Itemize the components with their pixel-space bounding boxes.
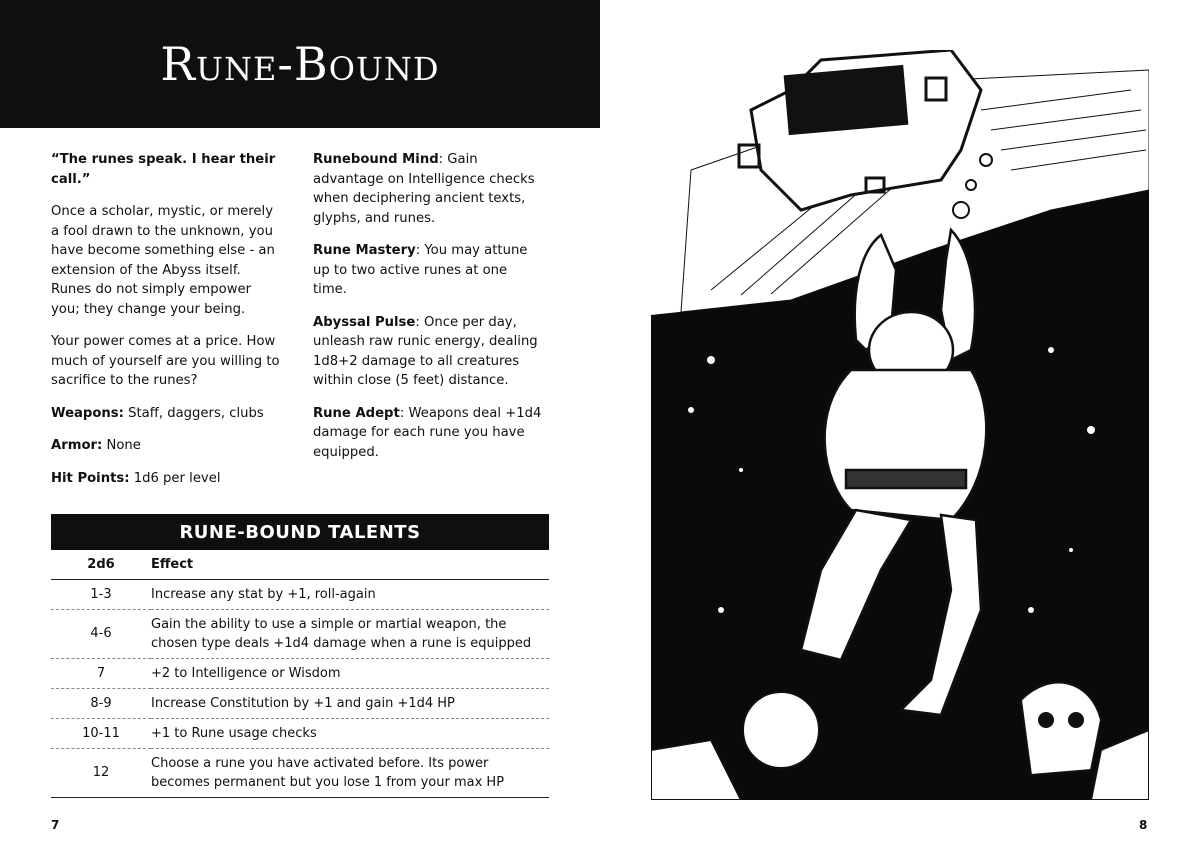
page-number-right: 8	[1139, 818, 1148, 832]
feature-text: : Gain advantage on Intelligence checks when deciphering ancient texts, glyphs, and runes.	[313, 152, 535, 226]
roll-cell: 7	[51, 659, 151, 689]
armor-label: Armor:	[51, 438, 103, 453]
talents-heading: RUNE-BOUND TALENTS	[51, 514, 549, 550]
illustration-svg	[651, 50, 1149, 800]
table-row	[51, 580, 549, 610]
armor-value: None	[102, 438, 141, 453]
weapons-label: Weapons:	[51, 405, 124, 421]
page-number-left: 7	[51, 818, 60, 832]
feature-name: Runebound Mind	[313, 152, 439, 167]
weapons-line	[51, 404, 283, 424]
page-title: Rune-Bound	[160, 37, 440, 91]
hit-points-line	[51, 469, 283, 489]
feature-name: Rune Adept	[313, 405, 400, 421]
title-banner	[0, 0, 600, 128]
weapons-value: Staff, daggers, clubs	[123, 405, 264, 421]
feature-text: : Weapons deal +1d4 damage for each rune you have equipped.	[313, 405, 542, 460]
talents-table	[51, 550, 549, 798]
effect-cell: Gain the ability to use a simple or martial weapon, the chosen type deals +1d4 damage when a rune is equipped	[151, 610, 549, 659]
feature-rune-adept	[313, 404, 545, 463]
effect-cell: Increase Constitution by +1 and gain +1d4 HP	[151, 689, 549, 719]
feature-text: : You may attune up to two active runes at one time.	[313, 243, 528, 297]
right-column	[313, 150, 545, 475]
table-row	[51, 689, 549, 719]
roll-cell: 12	[51, 749, 151, 798]
hit-points-label: Hit Points:	[51, 470, 130, 486]
boulder	[743, 692, 819, 768]
skull-creature	[1021, 683, 1101, 775]
feature-text: : Once per day, unleash raw runic energy, dealing 1d8+2 damage to all creatures within close (5 feet) distance.	[313, 314, 538, 388]
column-header-effect: Effect	[151, 550, 549, 580]
intro-paragraph: Your power comes at a price. How much of yourself are you willing to sacrifice to the runes?	[51, 334, 280, 388]
roll-cell: 10-11	[51, 719, 151, 749]
table-row	[51, 719, 549, 749]
armor-line	[51, 436, 283, 456]
left-column	[51, 150, 283, 501]
feature-abyssal-pulse	[313, 313, 545, 391]
class-quote: “The runes speak. I hear their call.”	[51, 152, 276, 187]
roll-cell: 4-6	[51, 610, 151, 659]
table-row	[51, 749, 549, 798]
effect-cell: Choose a rune you have activated before. Its power becomes permanent but you lose 1 from your max HP	[151, 749, 549, 798]
hit-points-value: 1d6 per level	[129, 470, 221, 486]
roll-cell: 1-3	[51, 580, 151, 610]
feature-rune-mastery	[313, 241, 545, 300]
effect-cell: Increase any stat by +1, roll-again	[151, 580, 549, 610]
effect-cell: +2 to Intelligence or Wisdom	[151, 659, 549, 689]
table-row	[51, 659, 549, 689]
intro-paragraph: Once a scholar, mystic, or merely a fool drawn to the unknown, you have become something else - an extension of the Abyss itself. Runes do not simply empower you; they change your being.	[51, 204, 275, 317]
roll-cell: 8-9	[51, 689, 151, 719]
column-header-roll: 2d6	[51, 550, 151, 580]
feature-runebound-mind	[313, 150, 545, 228]
warrior-illustration	[651, 50, 1149, 800]
table-header-row	[51, 550, 549, 580]
feature-name: Rune Mastery	[313, 243, 416, 258]
effect-cell: +1 to Rune usage checks	[151, 719, 549, 749]
table-row	[51, 610, 549, 659]
feature-name: Abyssal Pulse	[313, 314, 416, 330]
talents-table-block	[51, 514, 549, 798]
